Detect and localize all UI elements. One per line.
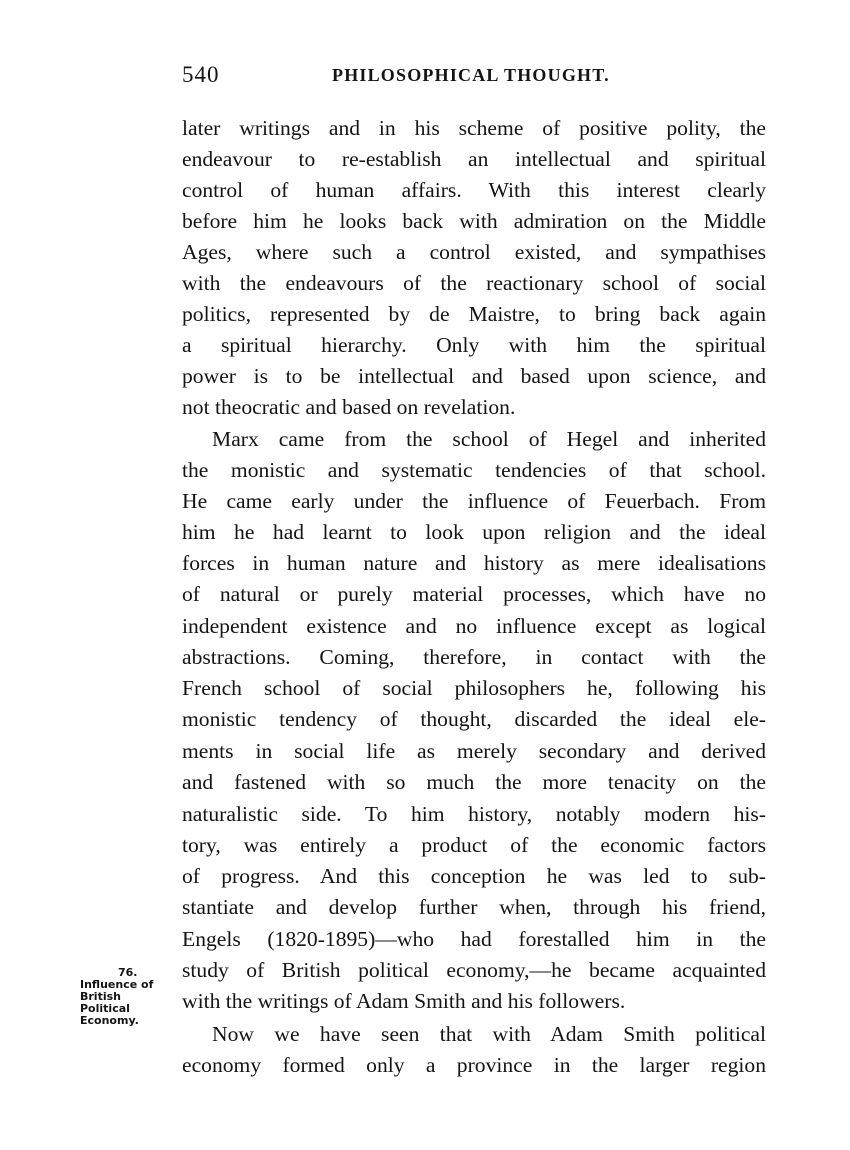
text-line: French school of social philosophers he, following his [182, 676, 766, 700]
margin-note-line: Economy. [80, 1014, 139, 1027]
text-line: control of human affairs. With this interest clearly [182, 178, 766, 202]
text-line: later writings and in his scheme of positive polity, the [182, 116, 766, 140]
text-line: ments in social life as merely secondary and derived [182, 739, 766, 763]
running-head [182, 58, 766, 92]
text-line: abstractions. Coming, therefore, in contact with the [182, 645, 766, 669]
text-line: before him he looks back with admiration on the Middle [182, 209, 766, 233]
text-line: politics, represented by de Maistre, to bring back again [182, 302, 766, 326]
text-line: Ages, where such a control existed, and sympathises [182, 240, 766, 264]
text-line: He came early under the influence of Feuerbach. From [182, 489, 766, 513]
text-line: forces in human nature and history as mere idealisations [182, 551, 766, 575]
text-line: with the writings of Adam Smith and his followers. [182, 989, 626, 1013]
running-title: PHILOSOPHICAL THOUGHT. [332, 65, 610, 85]
text-line: not theocratic and based on revelation. [182, 395, 516, 419]
text-line: Engels (1820-1895)—who had forestalled him in the [182, 927, 766, 951]
text-line: with the endeavours of the reactionary school of social [182, 271, 766, 295]
text-line: study of British political economy,—he became acquainted [182, 958, 766, 982]
text-line: him he had learnt to look upon religion and the ideal [182, 520, 766, 544]
text-line: endeavour to re-establish an intellectual and spiritual [182, 147, 766, 171]
margin-note-line: British [80, 990, 121, 1003]
text-line: monistic tendency of thought, discarded the ideal ele- [182, 707, 766, 731]
text-line: a spiritual hierarchy. Only with him the spiritual [182, 333, 766, 357]
text-line: and fastened with so much the more tenacity on the [182, 770, 766, 794]
text-line: power is to be intellectual and based upon science, and [182, 364, 766, 388]
page-number: 540 [182, 62, 220, 87]
text-line: independent existence and no influence except as logical [182, 614, 766, 638]
text-line: stantiate and develop further when, through his friend, [182, 895, 766, 919]
margin-note-line: Influence of [80, 978, 154, 991]
text-line: the monistic and systematic tendencies of that school. [182, 458, 766, 482]
text-line: of progress. And this conception he was led to sub- [182, 864, 766, 888]
text-line: of natural or purely material processes, which have no [182, 582, 766, 606]
paragraph-first-line: Now we have seen that with Adam Smith political [212, 1022, 766, 1046]
paragraph-first-line: Marx came from the school of Hegel and inherited [212, 427, 766, 451]
margin-note-number: 76. [118, 966, 138, 979]
text-line: naturalistic side. To him history, notably modern his- [182, 802, 766, 826]
text-line: economy formed only a province in the larger region [182, 1053, 766, 1077]
text-line: tory, was entirely a product of the economic factors [182, 833, 766, 857]
margin-note-line: Political [80, 1002, 130, 1015]
margin-note [80, 967, 175, 1027]
